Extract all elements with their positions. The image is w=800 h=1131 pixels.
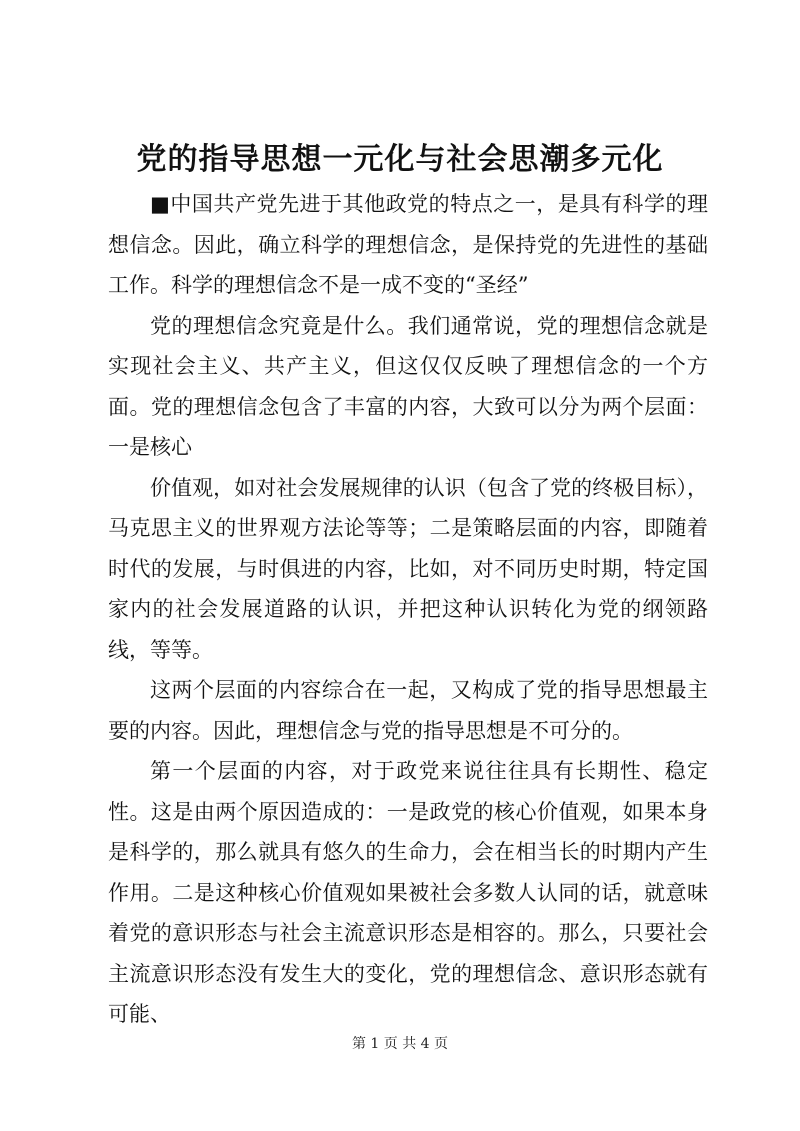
paragraph-5: 第一个层面的内容，对于政党来说往往具有长期性、稳定性。这是由两个原因造成的：一是政党的核心价值观，如果本身是科学的，那么就具有悠久的生命力，会在相当长的时期内产生作用。二是这种核心价值观如果被社会多数人认同的话，就意味着党的意识形态与社会主流意识形态是相容的。那么，只要社会主流意识形态没有发生大的变化，党的理想信念、意识形态就有可能、 [108,759,708,1026]
document-title: 党的指导思想一元化与社会思潮多元化 [136,142,664,177]
paragraph-3: 价值观，如对社会发展规律的认识（包含了党的终极目标），马克思主义的世界观方法论等等；二是策略层面的内容，即随着时代的发展，与时俱进的内容，比如，对不同历史时期，特定国家内的社会发展道路的认识，并把这种认识转化为党的纲领路线，等等。 [108,475,708,662]
page-number-footer: 第 1 页 共 4 页 [351,1036,449,1052]
document-body [108,184,708,1035]
paragraph-4: 这两个层面的内容综合在一起，又构成了党的指导思想最主要的内容。因此，理想信念与党的指导思想是不可分的。 [108,678,708,743]
paragraph-1: ■中国共产党先进于其他政党的特点之一，是具有科学的理想信念。因此，确立科学的理想信念，是保持党的先进性的基础工作。科学的理想信念不是一成不变的“圣经” [108,192,708,297]
paragraph-2: 党的理想信念究竟是什么。我们通常说，党的理想信念就是实现社会主义、共产主义，但这仅仅反映了理想信念的一个方面。党的理想信念包含了丰富的内容，大致可以分为两个层面：一是核心 [108,313,708,459]
